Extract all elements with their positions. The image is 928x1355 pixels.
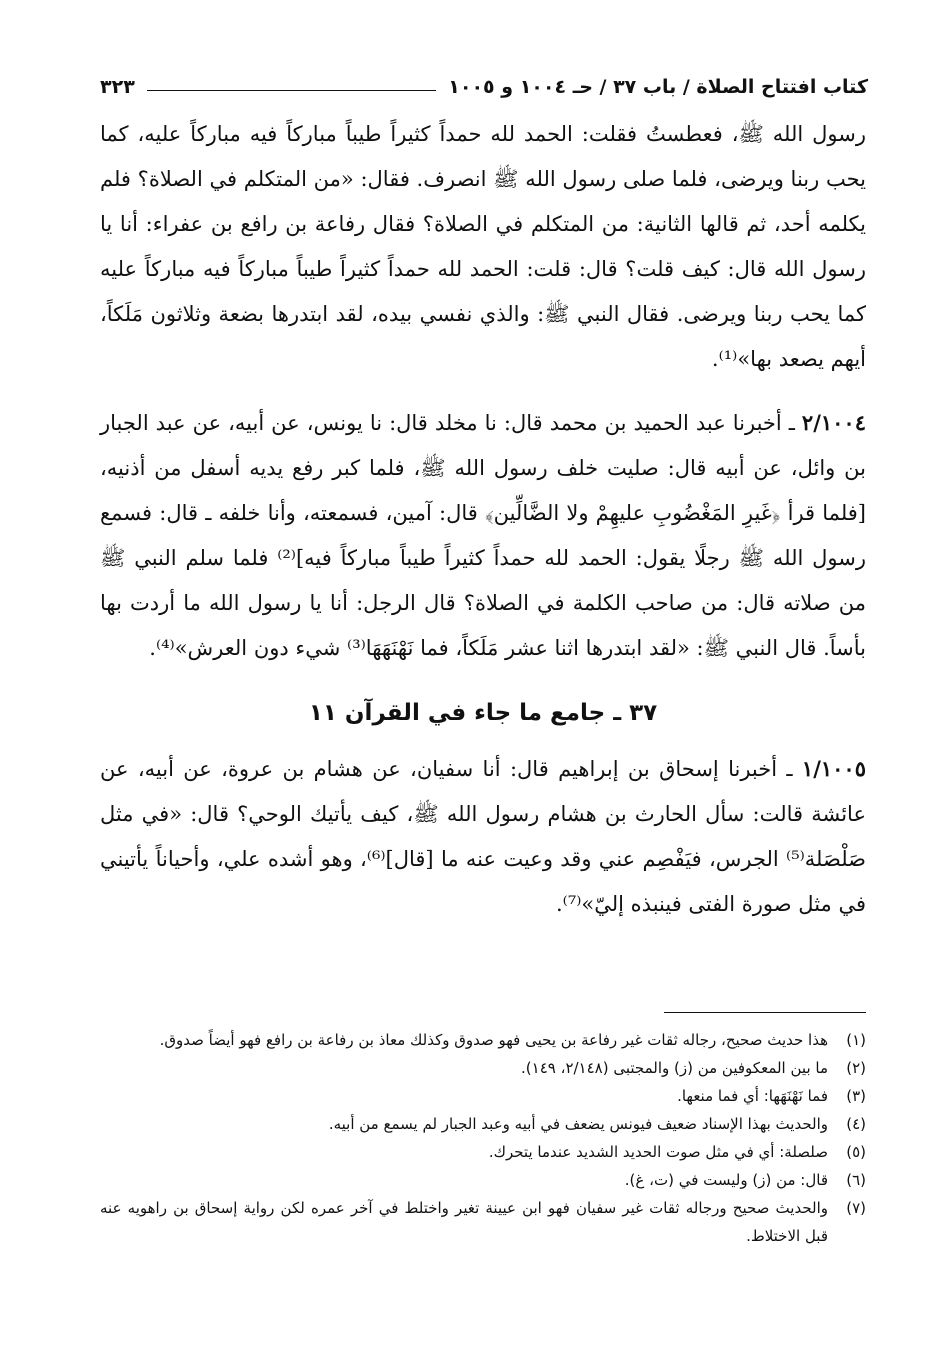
footnote-text: فما نَهْنَهَها: أي فما منعها. (677, 1087, 828, 1105)
hadith-number: ١/١٠٠٥ (801, 756, 866, 781)
hadith-1004 (100, 400, 866, 671)
footnote-number: (٢) (846, 1059, 866, 1077)
page-number: ٣٢٣ (100, 76, 135, 98)
running-header-title: كتاب افتتاح الصلاة / باب ٣٧ / حـ ١٠٠٤ و ١٠٠٥ (448, 76, 868, 98)
main-text (100, 112, 866, 927)
footnote (100, 1054, 866, 1082)
footnote-number: (٦) (846, 1171, 866, 1189)
paragraph-continuation: رسول الله ﷺ، فعطستُ فقلت: الحمد لله حمداً كثيراً طيباً مباركاً فيه مباركاً عليه، كما يحب ربنا ويرضى، فلما صلى رسول الله ﷺ انصرف. فقال: «من المتكلم في الصلاة؟ فلم يكلمه أحد، ثم قالها الثانية: من المتكلم في الصلاة؟ فقال رفاعة بن رافع بن عفراء: أنا يا رسول الله قال: كيف قلت؟ قال: قلت: الحمد لله حمداً كثيراً طيباً مباركاً فيه مباركاً عليه كما يحب ربنا ويرضى. فقال النبي ﷺ: والذي نفسي بيده، لقد ابتدرها بضعة وثلاثون مَلَكاً، أيهم يصعد بها»⁽¹⁾. (100, 122, 866, 371)
footnote-number: (٣) (846, 1087, 866, 1105)
footnote-number: (١) (846, 1031, 866, 1049)
footnote (100, 1026, 866, 1054)
footnote (100, 1138, 866, 1166)
footnote (100, 1166, 866, 1194)
footnote-text: صلصلة: أي في مثل صوت الحديد الشديد عندما يتحرك. (488, 1143, 828, 1161)
footnote-number: (٤) (846, 1115, 866, 1133)
footnote-number: (٧) (846, 1199, 866, 1217)
footnote-text: والحديث صحيح ورجاله ثقات غير سفيان فهو ابن عيينة تغير واختلط في آخر عمره لكن رواية إسحاق بن راهويه عنه قبل الاختلاط. (100, 1199, 828, 1245)
footnote-number: (٥) (846, 1143, 866, 1161)
hadith-text: ـ أخبرنا إسحاق بن إبراهيم قال: أنا سفيان، عن هشام بن عروة، عن أبيه، عن عائشة قالت: سأل الحارث بن هشام رسول الله ﷺ، كيف يأتيك الوحي؟ قال: «في مثل صَلْصَلة⁽⁵⁾ الجرس، فيَفْصِم عني وقد وعيت عنه ما [قال]⁽⁶⁾، وهو أشده علي، وأحياناً يأتيني في مثل صورة الفتى فينبذه إليّ»⁽⁷⁾. (100, 757, 867, 916)
footnote-text: قال: من (ز) وليست في (ت، غ). (624, 1171, 828, 1189)
hadith-1005 (100, 746, 866, 927)
section-heading: ٣٧ ـ جامع ما جاء في القرآن ١١ (308, 700, 658, 726)
footnote-text: ما بين المعكوفين من (ز) والمجتبى (٢/١٤٨، ١٤٩). (521, 1059, 828, 1077)
footnote (100, 1082, 866, 1110)
footnote (100, 1194, 866, 1250)
footnote-text: والحديث بهذا الإسناد ضعيف فيونس يضعف في أبيه وعبد الجبار لم يسمع من أبيه. (328, 1115, 828, 1133)
hadith-number: ٢/١٠٠٤ (801, 410, 866, 435)
footnotes (100, 1026, 866, 1250)
running-header (100, 62, 868, 98)
footnote (100, 1110, 866, 1138)
footnote-text: هذا حديث صحيح، رجاله ثقات غير رفاعة بن يحيى فهو صدوق وكذلك معاذ بن رفاعة بن رافع فهو أيضاً صدوق. (159, 1031, 828, 1049)
header-rule (147, 90, 436, 91)
footnote-separator (664, 1012, 866, 1013)
hadith-text: ـ أخبرنا عبد الحميد بن محمد قال: نا مخلد قال: نا يونس، عن أبيه، عن عبد الجبار بن وائل، عن أبيه قال: صليت خلف رسول الله ﷺ، فلما كبر رفع يديه أسفل من أذنيه، [فلما قرأ ﴿غَيرِ المَغْضُوبِ عليهِمْ ولا الضَّالِّين﴾ قال: آمين، فسمعته، وأنا خلفه ـ قال: فسمع رسول الله ﷺ رجلًا يقول: الحمد لله حمداً كثيراً طيباً مباركاً فيه]⁽²⁾ فلما سلم النبي ﷺ من صلاته قال: من صاحب الكلمة في الصلاة؟ قال الرجل: أنا يا رسول الله ما أردت بها بأساً. قال النبي ﷺ: «لقد ابتدرها اثنا عشر مَلَكاً، فما نَهْنَهَهَا⁽³⁾ شيء دون العرش»⁽⁴⁾. (100, 411, 866, 660)
